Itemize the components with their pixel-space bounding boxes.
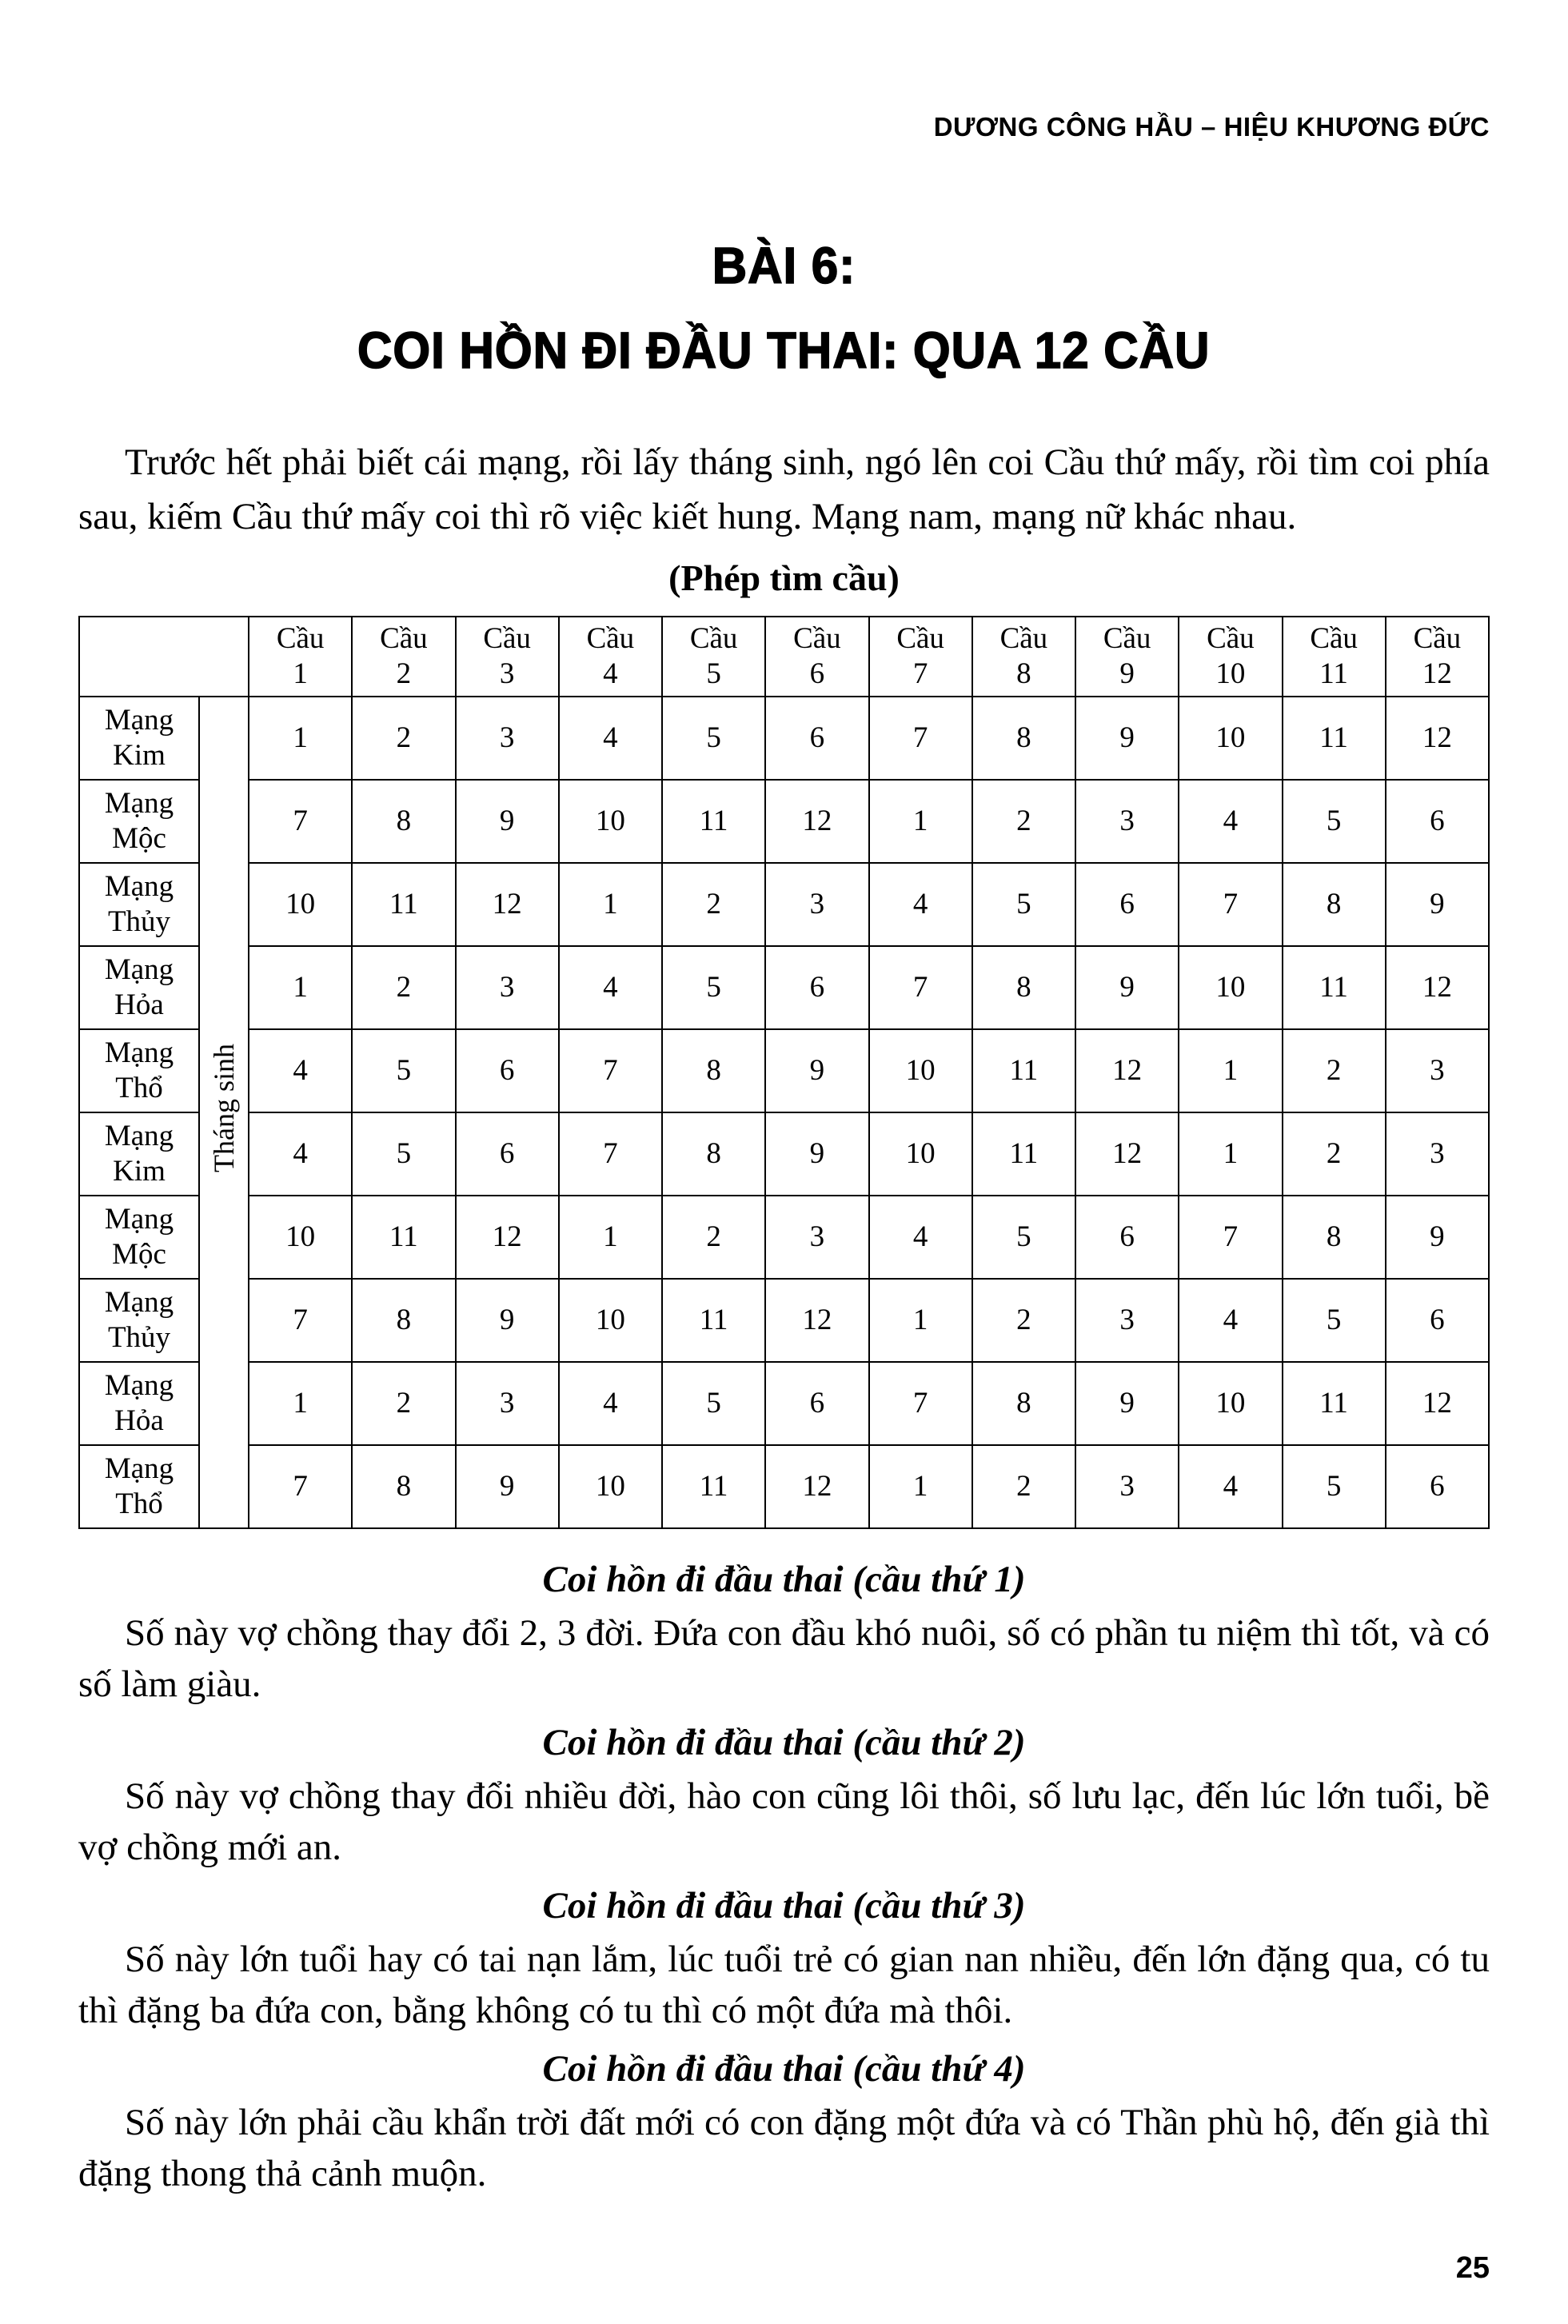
col-header-number: 2 (396, 657, 412, 690)
table-cell: 1 (559, 1196, 662, 1279)
row-label-line1: Mạng (104, 1369, 174, 1402)
row-label (79, 863, 199, 946)
col-header-cau-1 (249, 617, 352, 697)
table-row (79, 1362, 1489, 1445)
table-cell: 5 (662, 946, 765, 1029)
table-cell: 12 (1386, 1362, 1489, 1445)
row-label-line1: Mạng (104, 1286, 174, 1319)
col-header-word: Cầu (1207, 622, 1255, 655)
table-cell: 1 (249, 1362, 352, 1445)
table-cell: 1 (869, 780, 972, 863)
table-cell: 7 (1179, 1196, 1282, 1279)
col-header-cau-12 (1386, 617, 1489, 697)
table-cell: 11 (1283, 946, 1386, 1029)
table-row (79, 1112, 1489, 1196)
table-cell: 4 (559, 697, 662, 780)
row-label (79, 1362, 199, 1445)
thang-sinh-vertical-label-cell (199, 697, 249, 1528)
table-cell: 8 (972, 1362, 1075, 1445)
table-cell: 10 (559, 1445, 662, 1528)
title-row-1 (78, 230, 1490, 315)
table-cell: 4 (869, 1196, 972, 1279)
table-cell: 6 (1075, 863, 1179, 946)
sections (78, 1555, 1490, 2199)
table-row (79, 1279, 1489, 1362)
table-cell: 11 (972, 1112, 1075, 1196)
row-label-line1: Mạng (104, 870, 174, 903)
section-heading-2: Coi hồn đi đầu thai (cầu thứ 2) (542, 1722, 1026, 1763)
col-header-word: Cầu (483, 622, 531, 655)
table-cell: 10 (1179, 946, 1282, 1029)
col-header-cau-9 (1075, 617, 1179, 697)
table-cell: 5 (662, 1362, 765, 1445)
table-cell: 7 (869, 946, 972, 1029)
table-cell: 6 (456, 1029, 559, 1112)
col-header-number: 10 (1215, 657, 1246, 690)
table-cell: 2 (972, 780, 1075, 863)
table-cell: 2 (352, 946, 455, 1029)
table-cell: 9 (1386, 863, 1489, 946)
table-cell: 5 (1283, 780, 1386, 863)
table-cell: 9 (456, 780, 559, 863)
col-header-word: Cầu (1103, 622, 1151, 655)
col-header-number: 3 (499, 657, 515, 690)
row-label-line2: Mộc (112, 1238, 166, 1271)
col-header-number: 4 (603, 657, 618, 690)
table-cell: 11 (1283, 1362, 1386, 1445)
table-cell: 3 (1075, 780, 1179, 863)
table-cell: 1 (249, 697, 352, 780)
table-cell: 2 (1283, 1029, 1386, 1112)
row-label (79, 1112, 199, 1196)
table-cell: 10 (869, 1112, 972, 1196)
table-cell: 7 (559, 1112, 662, 1196)
table-row (79, 1196, 1489, 1279)
table-cell: 12 (765, 780, 868, 863)
table-caption: (Phép tìm cầu) (668, 557, 900, 598)
col-header-cau-2 (352, 617, 455, 697)
table-cell: 12 (1386, 697, 1489, 780)
col-header-word: Cầu (276, 622, 325, 655)
table-cell: 9 (456, 1279, 559, 1362)
table-cell: 9 (765, 1029, 868, 1112)
table-cell: 6 (1386, 1279, 1489, 1362)
table-cell: 4 (1179, 1279, 1282, 1362)
table-cell: 2 (972, 1445, 1075, 1528)
table-cell: 2 (662, 863, 765, 946)
table-cell: 11 (972, 1029, 1075, 1112)
section-paragraph-2: Số này vợ chồng thay đổi nhiều đời, hào con cũng lôi thôi, số lưu lạc, đến lúc lớn tuổi, bề vợ chồng mới an. (78, 1775, 1490, 1868)
table-cell: 10 (559, 780, 662, 863)
table-cell: 4 (249, 1029, 352, 1112)
table-cell: 6 (1386, 1445, 1489, 1528)
col-header-number: 9 (1119, 657, 1135, 690)
col-header-number: 8 (1016, 657, 1031, 690)
table-corner-cell (79, 617, 249, 697)
table-cell: 4 (869, 863, 972, 946)
table-cell: 1 (559, 863, 662, 946)
table-cell: 6 (765, 697, 868, 780)
section-heading-3: Coi hồn đi đầu thai (cầu thứ 3) (542, 1885, 1026, 1927)
table-row (79, 780, 1489, 863)
section-heading-1: Coi hồn đi đầu thai (cầu thứ 1) (542, 1559, 1026, 1600)
table-header-row (79, 617, 1489, 697)
table-cell: 8 (662, 1112, 765, 1196)
table-cell: 7 (1179, 863, 1282, 946)
row-label (79, 1196, 199, 1279)
col-header-word: Cầu (1413, 622, 1462, 655)
table-cell: 12 (765, 1445, 868, 1528)
col-header-number: 11 (1319, 657, 1348, 690)
title-line-1: BÀI 6: (712, 237, 856, 294)
table-cell: 7 (249, 780, 352, 863)
row-label-line1: Mạng (104, 1203, 174, 1236)
table-cell: 1 (249, 946, 352, 1029)
table-cell: 8 (1283, 1196, 1386, 1279)
row-label-line2: Hỏa (114, 1404, 164, 1437)
table-cell: 11 (1283, 697, 1386, 780)
table-cell: 5 (352, 1112, 455, 1196)
table-cell: 9 (456, 1445, 559, 1528)
row-label-line2: Kim (113, 739, 166, 772)
col-header-cau-6 (765, 617, 868, 697)
table-cell: 2 (972, 1279, 1075, 1362)
row-label-line2: Thổ (115, 1487, 163, 1520)
table-cell: 10 (559, 1279, 662, 1362)
table-cell: 5 (1283, 1445, 1386, 1528)
section-paragraph-4: Số này lớn phải cầu khẩn trời đất mới có con đặng một đứa và có Thần phù hộ, đến già thì đặng thong thả cảnh muộn. (78, 2102, 1490, 2194)
table-cell: 2 (352, 697, 455, 780)
table-cell: 11 (662, 780, 765, 863)
table-cell: 10 (869, 1029, 972, 1112)
table-cell: 9 (1386, 1196, 1489, 1279)
row-label (79, 1029, 199, 1112)
table-cell: 4 (559, 1362, 662, 1445)
table-cell: 9 (1075, 697, 1179, 780)
table-cell: 7 (869, 1362, 972, 1445)
table-cell: 9 (1075, 946, 1179, 1029)
table-row (79, 697, 1489, 780)
row-label-line1: Mạng (104, 787, 174, 820)
table-cell: 4 (559, 946, 662, 1029)
row-label-line2: Mộc (112, 822, 166, 855)
table-cell: 9 (1075, 1362, 1179, 1445)
table-cell: 10 (249, 863, 352, 946)
table-cell: 12 (456, 863, 559, 946)
table-cell: 3 (456, 946, 559, 1029)
section-paragraph-1: Số này vợ chồng thay đổi 2, 3 đời. Đứa con đầu khó nuôi, số có phần tu niệm thì tốt, và có số làm giàu. (78, 1612, 1490, 1705)
table-cell: 6 (765, 1362, 868, 1445)
table-cell: 5 (972, 1196, 1075, 1279)
col-header-word: Cầu (380, 622, 428, 655)
cau-table (78, 616, 1490, 1529)
running-header: DƯƠNG CÔNG HẦU – HIỆU KHƯƠNG ĐỨC (933, 112, 1490, 142)
col-header-cau-10 (1179, 617, 1282, 697)
table-cell: 8 (972, 946, 1075, 1029)
table-cell: 8 (1283, 863, 1386, 946)
table-cell: 2 (1283, 1112, 1386, 1196)
col-header-number: 12 (1422, 657, 1452, 690)
table-cell: 6 (1075, 1196, 1179, 1279)
table-cell: 1 (869, 1445, 972, 1528)
col-header-cau-4 (559, 617, 662, 697)
col-header-number: 6 (809, 657, 825, 690)
table-cell: 10 (1179, 1362, 1282, 1445)
table-row (79, 863, 1489, 946)
thang-sinh-vertical-label: Tháng sinh (208, 1044, 240, 1172)
table-cell: 1 (1179, 1029, 1282, 1112)
table-cell: 7 (249, 1445, 352, 1528)
title-row-2 (78, 315, 1490, 400)
col-header-word: Cầu (1310, 622, 1358, 655)
table-cell: 7 (249, 1279, 352, 1362)
col-header-word: Cầu (586, 622, 635, 655)
table-cell: 5 (972, 863, 1075, 946)
table-cell: 8 (972, 697, 1075, 780)
table-cell: 8 (352, 780, 455, 863)
table-cell: 3 (765, 1196, 868, 1279)
row-label-line2: Kim (113, 1155, 166, 1188)
page-number: 25 (1455, 2251, 1490, 2285)
row-label-line1: Mạng (104, 1120, 174, 1152)
col-header-number: 7 (912, 657, 928, 690)
table-cell: 8 (662, 1029, 765, 1112)
section-heading-4: Coi hồn đi đầu thai (cầu thứ 4) (542, 2048, 1026, 2090)
table-cell: 8 (352, 1279, 455, 1362)
col-header-cau-8 (972, 617, 1075, 697)
row-label-line2: Hỏa (114, 988, 164, 1021)
table-cell: 1 (1179, 1112, 1282, 1196)
table-cell: 11 (662, 1445, 765, 1528)
table-cell: 2 (662, 1196, 765, 1279)
intro-paragraph: Trước hết phải biết cái mạng, rồi lấy tháng sinh, ngó lên coi Cầu thứ mấy, rồi tìm coi phía sau, kiếm Cầu thứ mấy coi thì rõ việc kiết hung. Mạng nam, mạng nữ khác nhau. (78, 441, 1490, 537)
row-label (79, 946, 199, 1029)
row-label (79, 1445, 199, 1528)
page-title (78, 230, 1490, 400)
row-label-line1: Mạng (104, 704, 174, 737)
table-cell: 4 (1179, 780, 1282, 863)
col-header-word: Cầu (999, 622, 1048, 655)
col-header-number: 5 (706, 657, 721, 690)
table-cell: 12 (1386, 946, 1489, 1029)
col-header-word: Cầu (689, 622, 738, 655)
table-cell: 3 (456, 1362, 559, 1445)
section-paragraph-3: Số này lớn tuổi hay có tai nạn lắm, lúc tuổi trẻ có gian nan nhiều, đến lớn đặng qua, có tu thì đặng ba đứa con, bằng không có tu thì có một đứa mà thôi. (78, 1939, 1490, 2031)
table-cell: 12 (456, 1196, 559, 1279)
table-cell: 12 (765, 1279, 868, 1362)
row-label (79, 780, 199, 863)
table-row (79, 1029, 1489, 1112)
table-cell: 3 (765, 863, 868, 946)
title-line-2: COI HỒN ĐI ĐẦU THAI: QUA 12 CẦU (357, 321, 1211, 379)
table-cell: 5 (352, 1029, 455, 1112)
cau-table-body (79, 617, 1489, 1528)
col-header-cau-3 (456, 617, 559, 697)
row-label-line2: Thổ (115, 1072, 163, 1104)
row-label-line2: Thủy (107, 905, 171, 938)
row-label-line2: Thủy (107, 1321, 171, 1354)
table-cell: 2 (352, 1362, 455, 1445)
table-cell: 10 (249, 1196, 352, 1279)
table-cell: 3 (1075, 1279, 1179, 1362)
row-label (79, 1279, 199, 1362)
col-header-number: 1 (293, 657, 308, 690)
table-row (79, 1445, 1489, 1528)
table-cell: 3 (1386, 1112, 1489, 1196)
table-cell: 11 (352, 1196, 455, 1279)
table-cell: 11 (352, 863, 455, 946)
table-cell: 12 (1075, 1029, 1179, 1112)
table-cell: 7 (869, 697, 972, 780)
table-cell: 10 (1179, 697, 1282, 780)
table-row (79, 946, 1489, 1029)
col-header-cau-7 (869, 617, 972, 697)
table-cell: 5 (1283, 1279, 1386, 1362)
col-header-cau-11 (1283, 617, 1386, 697)
table-cell: 7 (559, 1029, 662, 1112)
table-cell: 3 (1075, 1445, 1179, 1528)
table-cell: 12 (1075, 1112, 1179, 1196)
col-header-word: Cầu (793, 622, 841, 655)
table-cell: 3 (456, 697, 559, 780)
col-header-cau-5 (662, 617, 765, 697)
col-header-word: Cầu (896, 622, 944, 655)
row-label-line1: Mạng (104, 1452, 174, 1485)
table-cell: 11 (662, 1279, 765, 1362)
table-cell: 9 (765, 1112, 868, 1196)
table-cell: 6 (765, 946, 868, 1029)
row-label (79, 697, 199, 780)
row-label-line1: Mạng (104, 953, 174, 986)
table-cell: 4 (1179, 1445, 1282, 1528)
row-label-line1: Mạng (104, 1036, 174, 1069)
table-cell: 5 (662, 697, 765, 780)
table-cell: 4 (249, 1112, 352, 1196)
table-cell: 8 (352, 1445, 455, 1528)
table-cell: 6 (1386, 780, 1489, 863)
table-cell: 1 (869, 1279, 972, 1362)
table-cell: 3 (1386, 1029, 1489, 1112)
table-cell: 6 (456, 1112, 559, 1196)
